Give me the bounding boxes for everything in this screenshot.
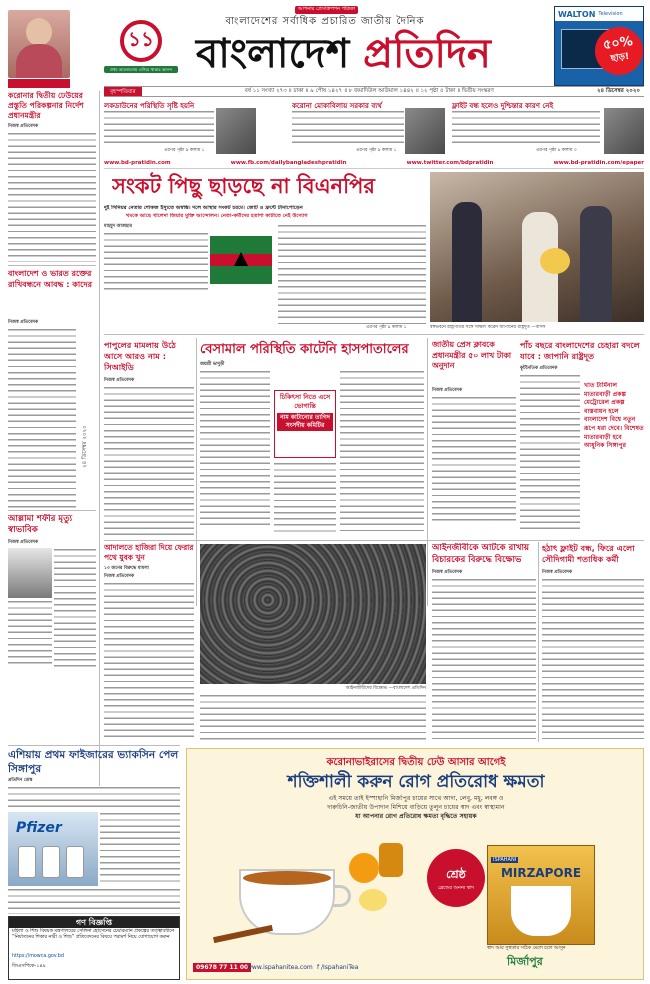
court-byline: নিজস্ব প্রতিবেদক — [104, 574, 135, 579]
papul-byline: নিজস্ব প্রতিবেদক — [104, 378, 135, 383]
day-label: বৃহস্পতিবার — [104, 87, 142, 96]
lemon-icon — [359, 889, 387, 911]
url-bar — [104, 160, 644, 169]
lawyer-headline[interactable]: আইনজীবীকে আটকে রাখায় বিচারকের বিরুদ্ধে বিক্ষোভ — [432, 543, 530, 565]
tea-pack — [487, 845, 595, 945]
lawyer-body — [432, 578, 536, 742]
teaser-1-foot[interactable]: এরপর পৃষ্ঠা ৯ কলাম ১ — [164, 148, 205, 153]
tea-cup-illustration — [209, 835, 409, 953]
hospital-body-col3 — [340, 370, 424, 532]
papul-body — [104, 386, 194, 536]
leftcol-2-body — [54, 548, 96, 668]
shafi-photo — [8, 548, 52, 598]
public-notice[interactable] — [8, 916, 180, 980]
protest-caption-text — [200, 694, 426, 742]
court-headline[interactable]: আদালতে হাজিরা দিয়ে ফেরার পথে যুবক খুন — [104, 543, 194, 562]
blend-badge — [427, 849, 485, 907]
lead-body-col1 — [104, 232, 208, 292]
cinnamon-icon — [213, 925, 273, 943]
teaser-3-body — [452, 110, 600, 146]
lead-kicker-2: থমকে আছে খালেদা জিয়ার মুক্তি আন্দোলন। নেতা-কর্মীদের হতাশা কাটাতে নেই উদ্যোগ — [126, 213, 308, 219]
press-club-headline[interactable]: জাতীয় প্রেস ক্লাবকে প্রধানমন্ত্রীর ৫০ লাখ টাকা অনুদান — [432, 340, 512, 370]
ad-body1: এই সময়ে তাই ইস্পাহানি মির্জাপুর চায়ের সাথে আদা, লেবু, মধু, লবঙ্গ ও — [328, 795, 504, 802]
pfizer-body-bottom — [8, 888, 180, 914]
url-epaper[interactable]: www.bd-pratidin.com/epaper — [553, 160, 644, 166]
url-facebook[interactable]: www.fb.com/dailybangladeshpratidin — [230, 160, 347, 166]
notice-title: গণ বিজ্ঞপ্তি — [9, 917, 179, 928]
pfizer-body-top — [8, 786, 180, 810]
badge-line2: ব্লেন্ডের অনন্য স্বাদ — [437, 884, 474, 891]
hospital-inset-2: নাম কাটানোর তাগিদ সংসদীয় কমিটির — [277, 413, 333, 431]
pfizer-headline[interactable]: এশিয়ায় প্রথম ফাইজারের ভ্যাকসিন পেল সিঙ্গাপুর — [8, 749, 179, 775]
masthead-title — [196, 28, 491, 80]
pfizer-body-right — [100, 812, 180, 886]
flight-byline: নিজস্ব প্রতিবেদক — [542, 570, 573, 575]
leftcol-1-body — [8, 328, 76, 508]
protest-caption: আইনজীবীদের বিক্ষোভ —বাংলাদেশ প্রতিদিন — [345, 686, 426, 691]
pm-caption-bar — [8, 79, 70, 88]
press-club-body — [432, 396, 516, 522]
anniversary-logo — [120, 20, 162, 62]
teaser-3-photo — [604, 108, 644, 154]
pack-maker: ISPAHANI — [493, 857, 517, 863]
bnp-flag — [210, 236, 272, 284]
ad-web[interactable]: www.ispahanitea.com — [247, 964, 313, 971]
leftcol-1-byline: নিজস্ব প্রতিবেদক — [8, 320, 39, 325]
anniversary-caption: প্রথম আলোচনায় এগিয়ে থাকার আনন্দ — [104, 66, 178, 73]
papul-headline[interactable]: পাপুলের মামলায় উঠে আসে আরও নাম : সিআইডি — [104, 340, 176, 372]
lead-photo — [430, 172, 644, 322]
pfizer-byline: প্রতিদিন ডেস্ক — [8, 778, 33, 783]
flight-headline[interactable]: হঠাৎ ফ্লাইট বন্ধ, ফিরে এলো সৌদিগামী শতাধিক কর্মী — [542, 543, 635, 564]
ad-line1: করোনাভাইরাসের দ্বিতীয় ঢেউ আসার আগেই — [326, 757, 506, 768]
lawyer-byline: নিজস্ব প্রতিবেদক — [432, 570, 463, 575]
court-subhead: ১৩ জনের বিরুদ্ধে মামলা — [104, 566, 149, 571]
teaser-2-photo — [405, 108, 445, 154]
teaser-3-headline[interactable]: ফ্লাইট বন্ধ হলেও দুশ্চিন্তার কারণ নেই — [452, 102, 554, 110]
lead-foot[interactable]: এরপর পৃষ্ঠা ৯ কলাম ১ — [366, 325, 407, 330]
hospital-byline: জয়শ্রী ভাদুড়ী — [200, 362, 225, 367]
japan-body — [520, 374, 580, 530]
leftcol-2-byline: নিজস্ব প্রতিবেদক — [8, 540, 39, 545]
leftcol-2-body-b — [8, 600, 52, 668]
teaser-2-headline[interactable]: করোনা মোকাবিলায় সরকার ব্যর্থ — [292, 102, 382, 110]
teaser-3-foot[interactable]: এরপর পৃষ্ঠা ৯ কলাম ৩ — [536, 148, 577, 153]
honey-icon — [379, 843, 403, 877]
lead-byline: মাহমুদ আজহার — [104, 224, 133, 229]
press-club-byline: নিজস্ব প্রতিবেদক — [432, 388, 463, 393]
ad-facebook[interactable]: f /IspahaniTea — [317, 964, 359, 971]
ad-line2: শক্তিশালী করুন রোগ প্রতিরোধ ক্ষমতা — [287, 772, 545, 792]
hospital-inset-1: চিকিৎসা নিতে এসে ভোগান্তি — [279, 393, 331, 410]
notice-foot: জিএসপিকে-১৪৯ — [12, 964, 46, 969]
pullquote: খাত টার্মিনাল মাতারবাড়ী প্রকল্প মেট্রোরেল প্রকল্প বাস্তবায়ন হলে বাংলাদেশ বিশ্বে নতুন রূপে ধরা দেবে। বিশেষত মাতারবাড়ী হবে আধুনিক সিঙ্গাপুর — [584, 382, 644, 450]
teaser-1-photo — [216, 108, 256, 154]
pfizer-photo — [8, 812, 98, 886]
lead-kicker-1: দুই সিনিয়র নেতার শোকজ ইস্যুতে অস্বস্তি। দলে আস্থার সংকট চরমে। জোট ও ফ্রন্টে টানাপোড়েন — [104, 205, 303, 211]
teaser-1-body — [104, 110, 214, 146]
flight-body — [542, 578, 644, 742]
lead-body-col3 — [278, 224, 426, 324]
ad-slogan: স্বাদ আর সুস্থতার সঠিক মেলে চলে আসুন — [487, 946, 566, 951]
offer-percent: ৫০% — [602, 34, 634, 54]
ad-body2: দারুচিনি-জাতীয় উপাদান মিশিয়ে বাড়িয়ে তুলুন চায়ের স্বাদ এবং স্বাস্থ্যমান — [327, 804, 505, 811]
walton-sub: Television — [598, 11, 623, 17]
url-twitter[interactable]: www.twitter.com/bdpratidin — [406, 160, 494, 166]
notice-url[interactable]: https://mowca.gov.bd — [12, 954, 64, 959]
hotline[interactable]: 09678 77 11 00 — [193, 963, 251, 972]
issue-info: বর্ষ ১১ সংখ্যা ২৭৩ ॥ ঢাকা ॥ ৯ পৌষ ১৪২৭ ॥ ৮ জমাদিউল আউয়াল ১৪৪২ ॥ ১২ পৃষ্ঠা ৫ টাকা ॥ দ্বিতীয় সংস্করণ — [244, 87, 494, 94]
title-part2: প্রতিদিন — [363, 30, 491, 77]
topleft-body — [8, 132, 96, 262]
pm-portrait — [8, 10, 70, 78]
topleft-byline: নিজস্ব প্রতিবেদক — [8, 124, 39, 129]
tagline-badge: আপনার প্রেসক্রিপশন পত্রিকা — [295, 6, 358, 14]
side-date-vertical — [80, 380, 94, 470]
badge-line1: শ্রেষ্ঠ — [446, 867, 466, 881]
mirzapur-script: মির্জাপুর — [507, 955, 543, 968]
teaser-2-foot[interactable]: এরপর পৃষ্ঠা ৯ কলাম ১ — [356, 148, 397, 153]
hospital-inset — [274, 390, 336, 458]
offer-word: ছাড়! — [610, 51, 630, 65]
notice-body: মহিলা ও শিশু বিষয়ক মন্ত্রণালয়ের সেলিনা হোসেনের চেয়ারম্যান প্রকল্পের তত্ত্বাবধানে “নির্যাতনের শিকার নারী ও শিশু” প্রতিবেদনের বিষয়ে পরামর্শ নিয়ে যোগাযোগ করুন — [12, 929, 175, 941]
lead-photo-caption: বঙ্গভবনে রাষ্ট্রপতির সঙ্গে সাক্ষাৎ করেন জাপানের রাষ্ট্রদূত —বাসস — [430, 325, 546, 330]
topleft-headline[interactable]: করোনার দ্বিতীয় ঢেউয়ের প্রস্তুতি পরিকল্পনার নির্দেশ প্রধানমন্ত্রীর — [8, 91, 84, 120]
date-bar — [104, 86, 644, 97]
pfizer-logo: Pfizer — [16, 820, 62, 836]
title-part1: বাংলাদেশ — [196, 30, 364, 77]
issue-date: ২৪ ডিসেম্বর ২০২০ — [596, 87, 640, 94]
hospital-headline[interactable]: বেসামাল পরিস্থিতি কাটেনি হাসপাতালের — [200, 342, 409, 357]
japan-headline[interactable]: পাঁচ বছরে বাংলাদেশের চেহারা বদলে যাবে : জাপানি রাষ্ট্রদূত — [520, 340, 640, 361]
walton-ad[interactable] — [554, 6, 644, 86]
lead-headline[interactable]: সংকট পিছু ছাড়ছে না বিএনপির — [112, 174, 375, 198]
orange-icon — [349, 853, 379, 883]
side-date: ২৪ ডিসেম্বর ২০২০ — [82, 425, 88, 468]
hospital-body-col2 — [274, 462, 336, 532]
teaser-2-body — [292, 110, 404, 146]
tagline: বাংলাদেশের সর্বাধিক প্রচারিত জাতীয় দৈনিক — [225, 16, 425, 27]
teaser-1-headline[interactable]: লকডাউনের পরিস্থিতি সৃষ্টি হয়নি — [104, 102, 195, 110]
court-body — [104, 582, 194, 742]
anniversary-number: ১১ — [128, 26, 154, 51]
ispahani-ad[interactable] — [186, 748, 644, 980]
pack-brand: MIRZAPORE — [500, 866, 582, 880]
hospital-body-col1 — [200, 370, 270, 530]
walton-brand: WALTON — [558, 9, 596, 19]
leftcol-2-headline[interactable]: আল্লামা শফীর মৃত্যু স্বাভাবিক — [8, 514, 73, 535]
url-web[interactable]: www.bd-pratidin.com — [104, 160, 171, 166]
japan-byline: কূটনৈতিক প্রতিবেদক — [520, 366, 558, 371]
ad-body3: যা আপনার রোগ প্রতিরোধ ক্ষমতা বৃদ্ধিতে সহায়ক — [355, 813, 477, 820]
leftcol-1-headline[interactable]: বাংলাদেশ ও ভারত রক্তের রাখিবন্ধনে আবদ্ধ : কাদের — [8, 269, 92, 289]
protest-photo — [200, 544, 426, 684]
